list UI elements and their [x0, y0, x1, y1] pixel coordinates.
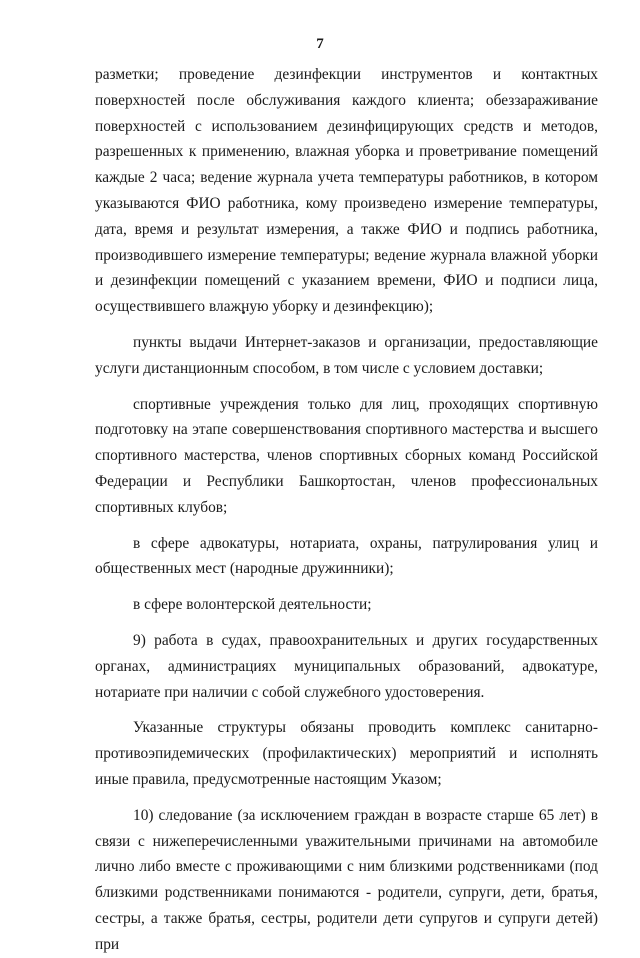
paragraph-item-10: 10) следование (за исключением граждан в возрасте старше 65 лет) в связи с нижеперечисленными уважительными причинами на автомобиле лично либо вместе с проживающими с ним близкими родственниками (под близкими родственниками понимаются - родители, супруги, дети, братья, сестры, а также братья, сестры, родители дети супругов и супруги детей) при [95, 806, 598, 953]
page-number: 7 [316, 36, 324, 52]
paragraph-structures-obliged: Указанные структуры обязаны проводить комплекс санитарно-противоэпидемических (профилактических) мероприятий и исполнять иные правила, предусмотренные настоящим Указом; [95, 719, 598, 788]
paragraph-advocacy: в сфере адвокатуры, нотариата, охраны, патрулирования улиц и общественных мест (народные дружинники); [95, 534, 598, 578]
document-body [95, 62, 598, 958]
paragraph-pickup-points: пункты выдачи Интернет-заказов и организации, предоставляющие услуги дистанционным способом, в том числе с условием доставки; [95, 333, 598, 377]
paragraph-continuation: разметки; проведение дезинфекции инструментов и контактных поверхностей после обслуживания каждого клиента; обеззараживание поверхностей с использованием дезинфицирующих средств и методов, разрешенных к применению, влажная уборка и проветривание помещений каждые 2 часа; ведение журнала учета температуры работников, в котором указываются ФИО работника, кому произведено измерение температуры, дата, время и результат измерения, а также ФИО и подпись работника, производившего измерение температуры; ведение журнала влажной уборки и дезинфекции помещений с указанием времени, ФИО и подписи лица, осуществившего влажную уборку и дезинфекцию); [95, 66, 598, 316]
paragraph-sports-institutions: спортивные учреждения только для лиц, проходящих спортивную подготовку на этапе совершенствования спортивного мастерства и высшего спортивного мастерства, членов спортивных сборных команд Российской Федерации и Республики Башкортостан, членов профессиональных спортивных клубов; [95, 395, 598, 516]
paragraph-volunteering: в сфере волонтерской деятельности; [133, 596, 372, 614]
paragraph-item-9: 9) работа в судах, правоохранительных и других государственных органах, администрациях муниципальных образований, адвокатуре, нотариате при наличии с собой служебного удостоверения. [95, 631, 598, 701]
